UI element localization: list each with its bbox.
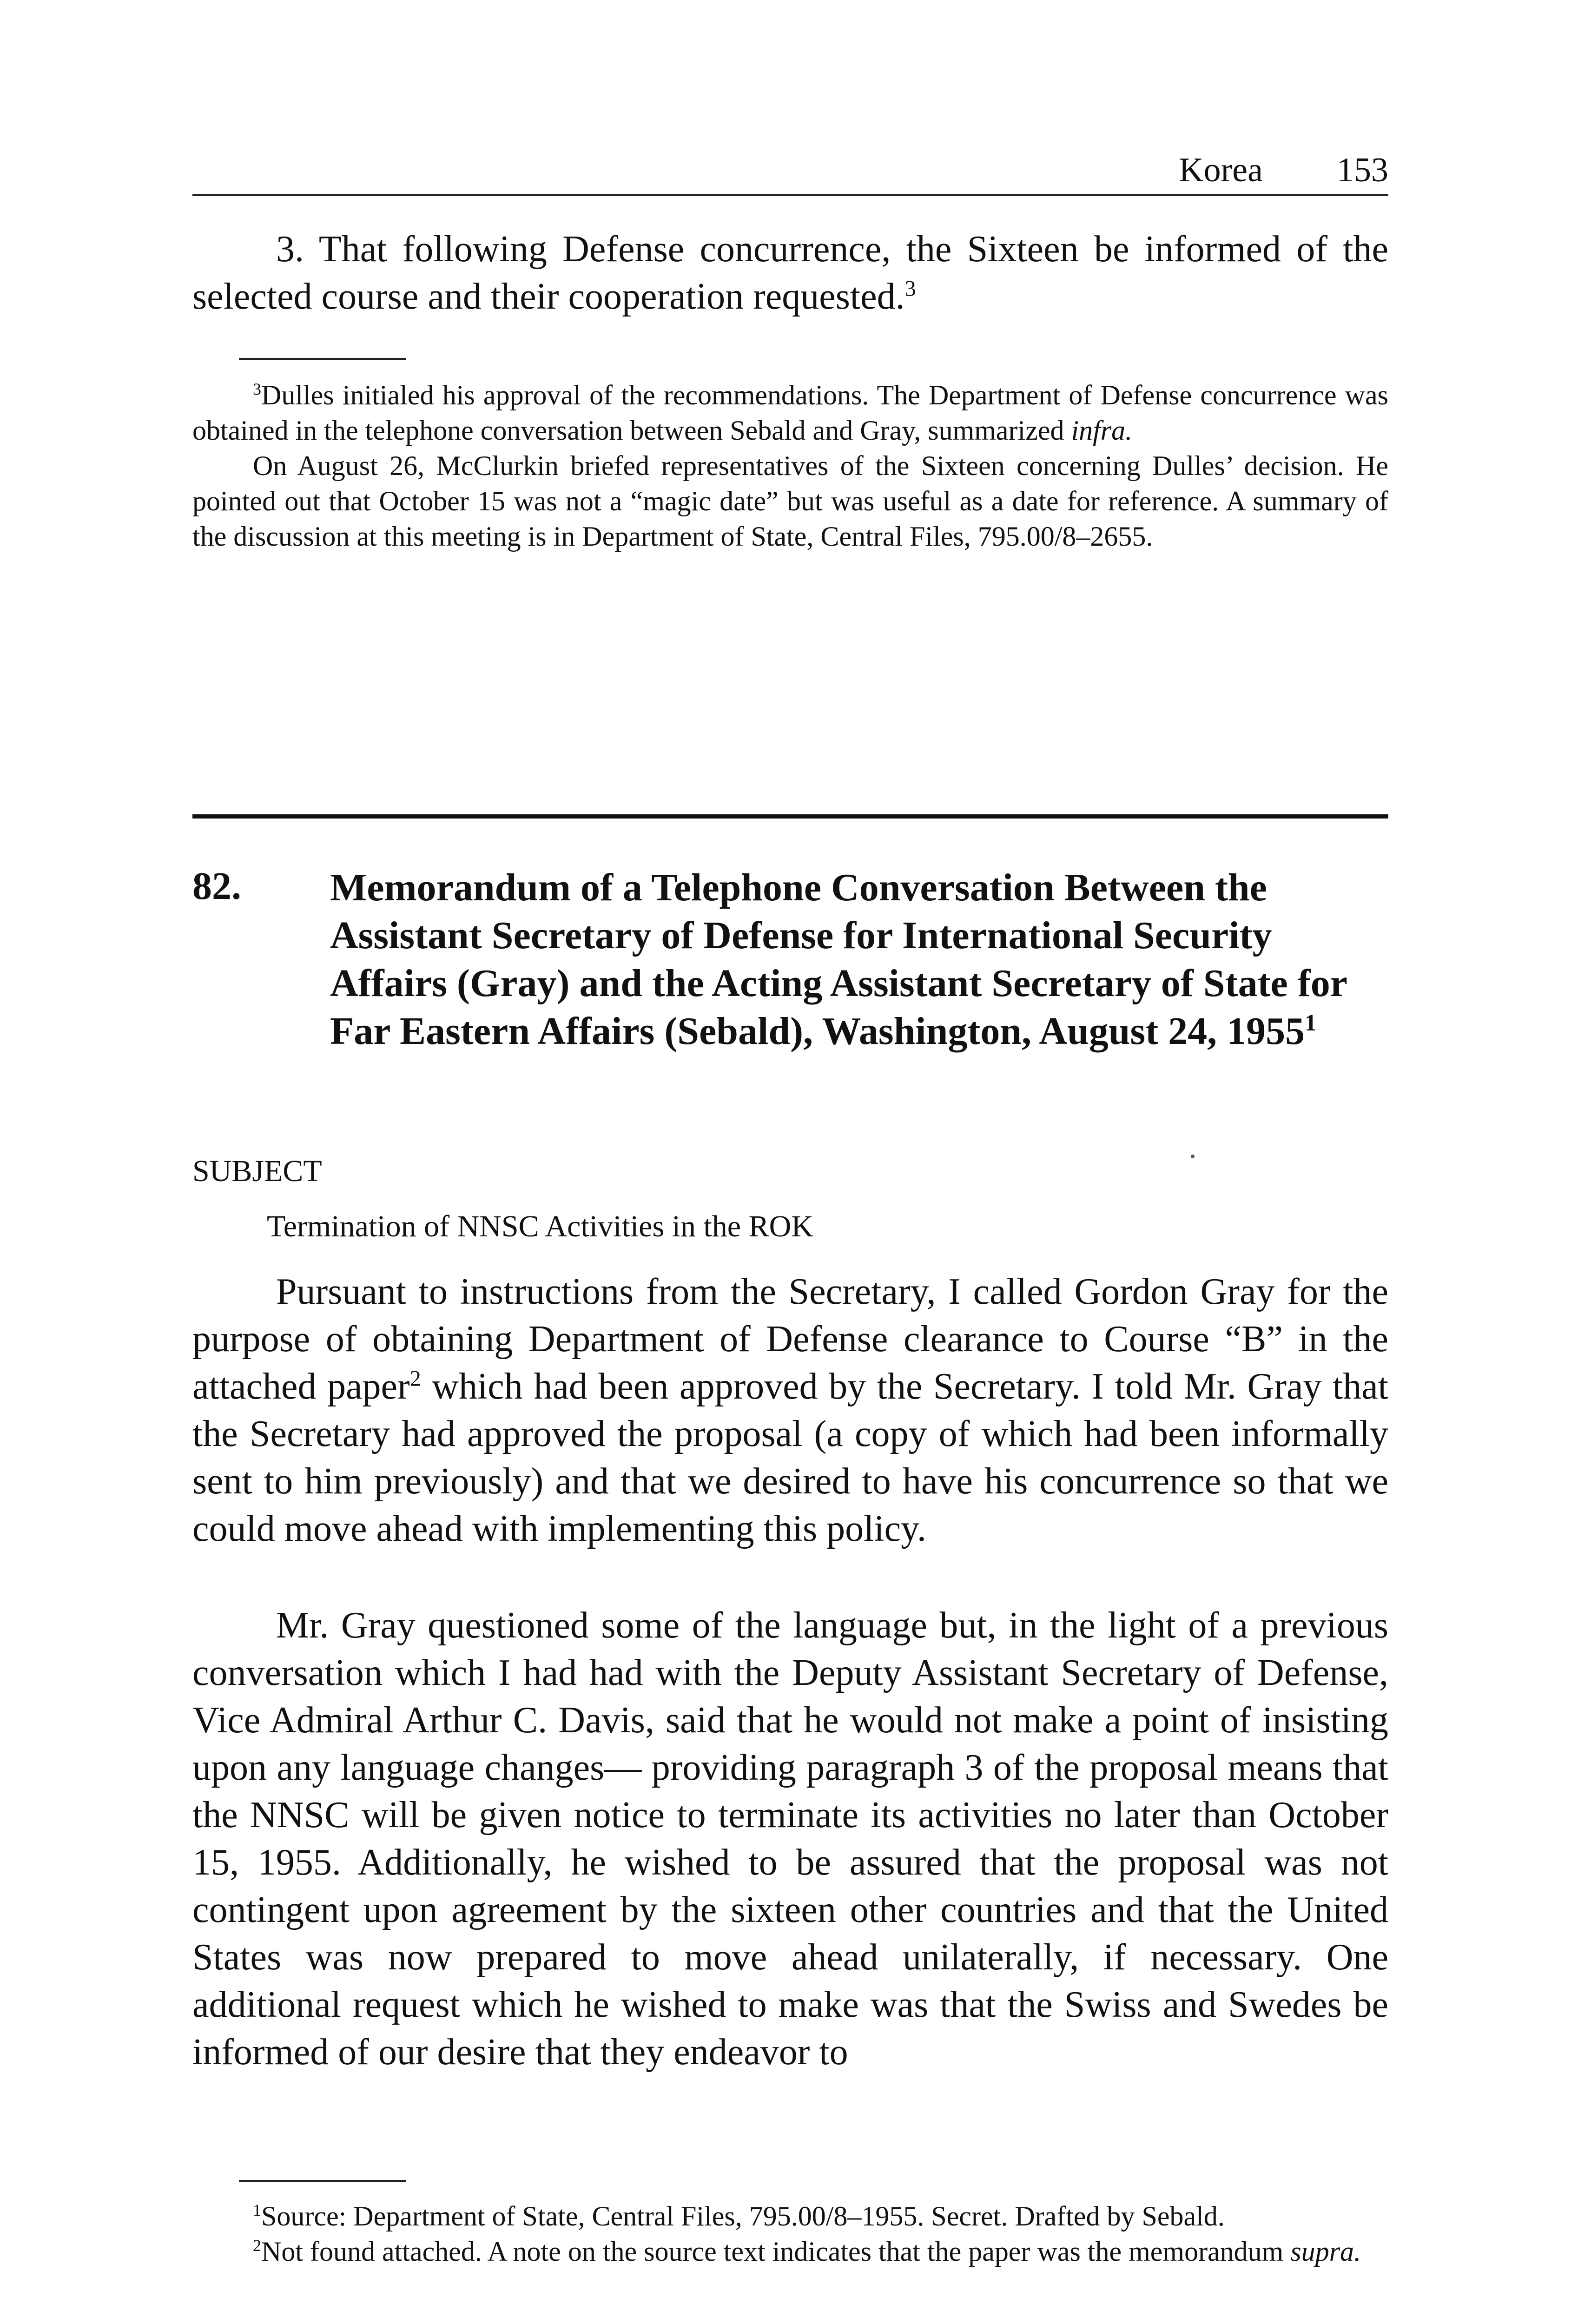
- top-paragraph: [192, 225, 1388, 320]
- footnote-2-italic: supra.: [1290, 2236, 1361, 2267]
- subject-text: Termination of NNSC Activities in the ROK: [267, 1209, 813, 1243]
- footnote-3-continuation: On August 26, McClurkin briefed representatives of the Sixteen concerning Dulles’ decision. He pointed out that October 15 was not a “magic date” but was useful as a date for reference. A summary of the discussion at this meeting is in Department of State, Central Files, 795.00/8–2655.: [192, 450, 1388, 552]
- document-number: 82.: [192, 865, 241, 908]
- footnote-1-text: Source: Department of State, Central Files, 795.00/8–1955. Secret. Drafted by Sebald.: [261, 2201, 1225, 2232]
- paragraph-1-text-a: Pursuant to instructions from the Secretary, I called Gordon Gray for the purpose of obtaining Department of Defense clearance to Course “B” in the attached paper: [192, 1271, 1388, 1407]
- footnote-3-italic: infra.: [1071, 415, 1133, 446]
- footnote-separator: [239, 358, 406, 360]
- footnote-3-marker: 3: [253, 380, 261, 398]
- page-number: 153: [1337, 151, 1388, 189]
- subject-label: SUBJECT: [192, 1154, 322, 1188]
- scan-speck: [1191, 1155, 1195, 1158]
- footnote-2-marker: 2: [253, 2236, 261, 2255]
- paragraph-1: [192, 1268, 1388, 1552]
- document-title-text: Memorandum of a Telephone Conversation Between the Assistant Secretary of Defense for International Security Affairs (Gray) and the Acting Assistant Secretary of State for Far Eastern Affairs (Sebald), Washington, August 24, 1955: [330, 866, 1347, 1053]
- footnote-2-text: Not found attached. A note on the source text indicates that the paper was the memorandum: [261, 2236, 1291, 2267]
- footnote-ref-3: 3: [904, 276, 916, 301]
- bottom-footnotes: [192, 2199, 1388, 2269]
- running-head: [192, 139, 1388, 196]
- footnote-2: [192, 2234, 1388, 2269]
- footnote-3: [192, 377, 1388, 554]
- footnote-ref-1: 1: [1305, 1010, 1317, 1036]
- footnote-ref-2: 2: [409, 1366, 421, 1391]
- running-head-title: Korea: [1179, 151, 1263, 189]
- paragraph-2: Mr. Gray questioned some of the language but, in the light of a previous conversation which I had had with the Deputy Assistant Secretary of Defense, Vice Admiral Arthur C. Davis, said that he would not make a point of insisting upon any language changes— providing paragraph 3 of the proposal means that the NNSC will be given notice to terminate its activities no later than October 15, 1955. Additionally, he wished to be assured that the proposal was not contingent upon agreement by the sixteen other countries and that the United States was now prepared to move ahead unilaterally, if necessary. One additional request which he wished to make was that the Swiss and Swedes be informed of our desire that they endeavor to: [192, 1605, 1388, 2073]
- paragraph-1-text-b: which had been approved by the Secretary. I told Mr. Gray that the Secretary had approved the proposal (a copy of which had been informally sent to him previously) and that we desired to have his concurrence so that we could move ahead with implementing this policy.: [192, 1366, 1389, 1549]
- footnote-1-marker: 1: [253, 2201, 261, 2219]
- footnote-1: [192, 2199, 1388, 2234]
- document-title: [330, 864, 1388, 1055]
- footnote-3-text: Dulles initialed his approval of the recommendations. The Department of Defense concurrence was obtained in the telephone conversation between Sebald and Gray, summarized: [192, 380, 1388, 446]
- footnote-separator-bottom: [239, 2180, 406, 2182]
- top-paragraph-text: 3. That following Defense concurrence, the Sixteen be informed of the selected course and their cooperation requested.: [192, 229, 1388, 317]
- section-divider: [192, 814, 1388, 819]
